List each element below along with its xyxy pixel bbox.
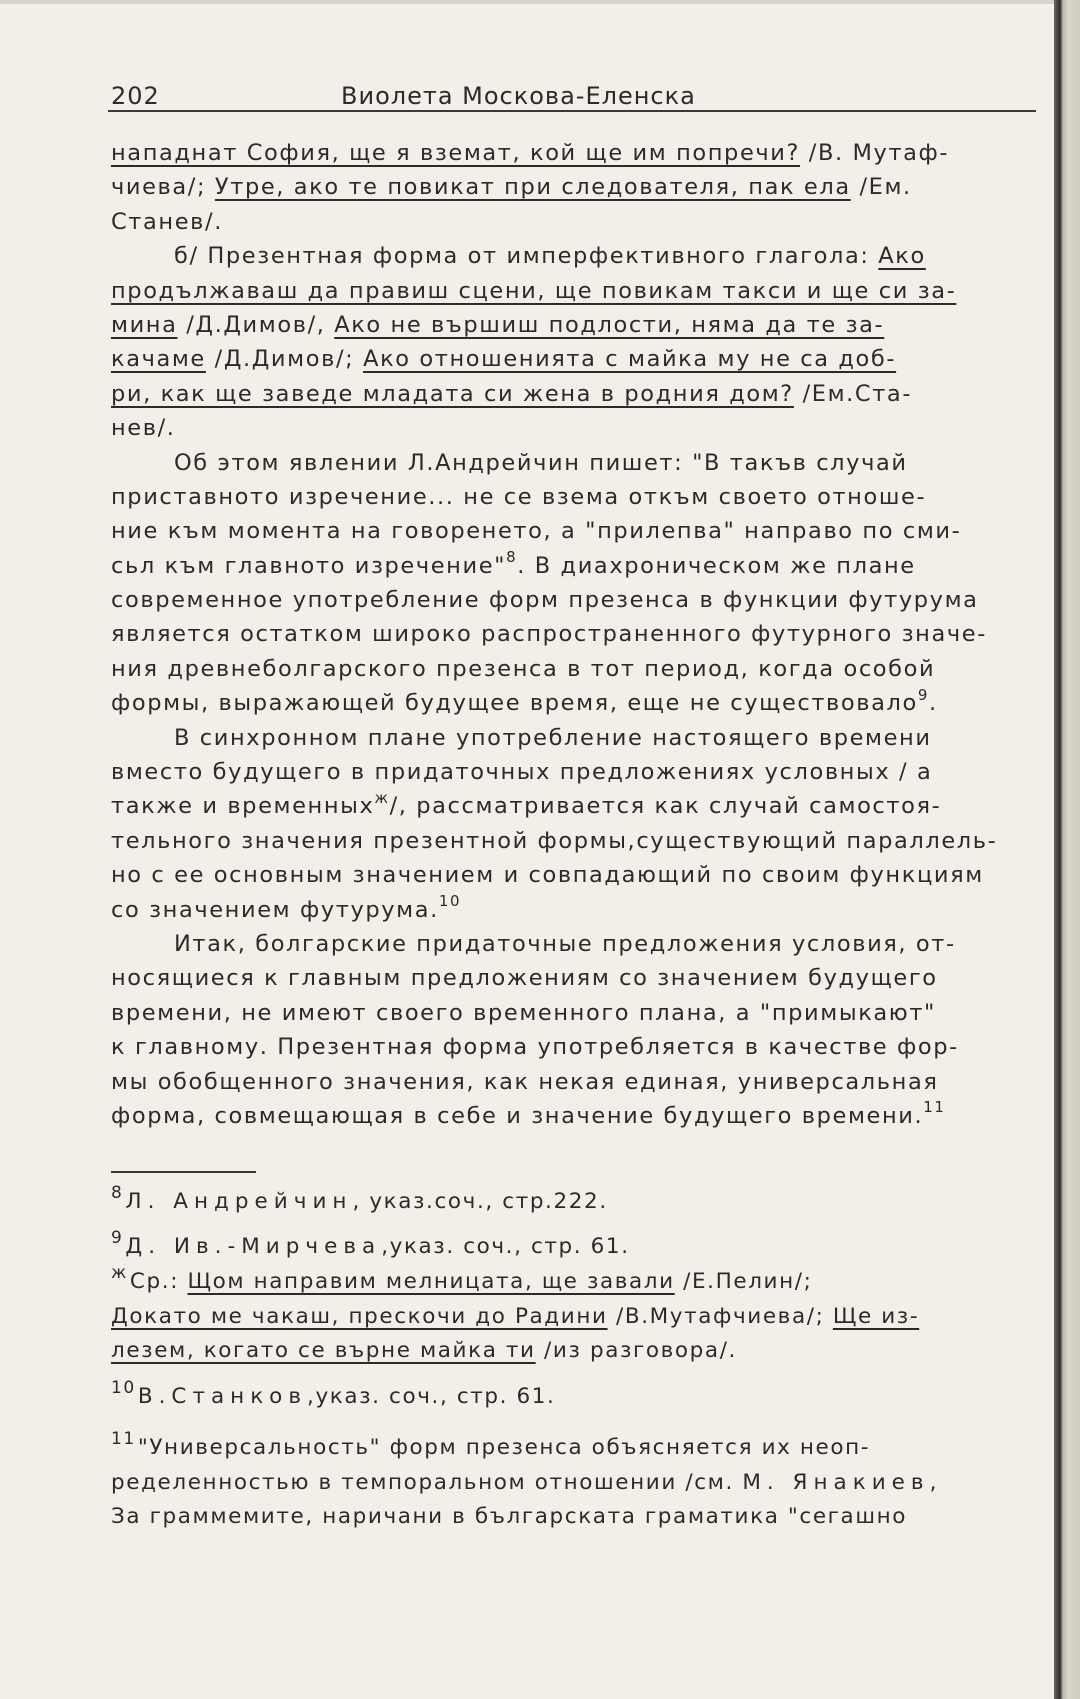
text-line (111, 893, 1057, 927)
paragraph-text: также и временных (111, 793, 375, 820)
text-line (111, 549, 1057, 583)
binding-edge (1054, 0, 1080, 1699)
page-number: 202 (111, 82, 160, 110)
body-text (111, 136, 1057, 1133)
footnote-ref: ж (374, 788, 390, 807)
footnote-star-cont (111, 1334, 1057, 1368)
footnote-ref: 11 (923, 1098, 946, 1117)
example-sentence: мина (111, 311, 178, 338)
text-line (111, 274, 1057, 308)
footnotes (111, 1185, 1057, 1534)
citation: /Д.Димов/, (177, 311, 335, 338)
footnote-11 (111, 1431, 1057, 1466)
paragraph-text: /, рассматривается как случай самостоя- (389, 793, 942, 820)
text-line (111, 377, 1057, 411)
text-line: мы обобщенного значения, как некая единая, универсальная (111, 1068, 939, 1095)
example-sentence: Докато ме чакаш, прескочи до Радини (111, 1304, 608, 1329)
example-sentence: Ще из- (832, 1304, 920, 1329)
footnote-11-cont (111, 1466, 1057, 1500)
example-sentence: Щом направим мелницата, ще завали (187, 1269, 675, 1294)
footnote-10 (111, 1380, 1057, 1415)
citation: /из разговора/. (535, 1338, 737, 1363)
paragraph-text: . (929, 690, 938, 717)
footnote-separator (111, 1171, 256, 1173)
text-line: является остатком широко распространенного футурного значе- (111, 621, 987, 648)
citation: /Ем.Ста- (793, 380, 913, 407)
text-line (111, 136, 1057, 170)
text-line: к главному. Презентная форма употребляется в качестве фор- (111, 1034, 959, 1061)
footnote-text: , (929, 1470, 939, 1495)
paragraph-text: Итак, болгарские придаточные предложения условия, от- (174, 930, 956, 957)
text-line: вместо будущего в придаточных предложениях условных / а (111, 759, 933, 786)
footnote-author: Л. Андрейчин (125, 1189, 353, 1214)
citation: /Ем. (850, 174, 912, 201)
footnote-marker: ж (111, 1263, 128, 1283)
footnote-text: , указ.соч., стр.222. (352, 1189, 608, 1214)
footnote-star-cont (111, 1300, 1057, 1334)
paragraph-text: б/ Презентная форма от имперфективного глагола: (174, 243, 879, 270)
example-sentence: нападнат София, ще я вземат, кой ще им попречи? (111, 140, 801, 166)
text-line (111, 789, 1057, 823)
footnote-ref: 10 (438, 892, 462, 911)
footnote-9 (111, 1230, 1057, 1265)
citation: чиева/; (111, 174, 215, 201)
example-sentence: лезем, когато се върне майка ти (111, 1338, 536, 1363)
text-line (111, 342, 1057, 376)
text-line (111, 686, 1057, 720)
citation: /Е.Пелин/; (674, 1269, 813, 1294)
text-line: времени, не имеют своего временного плана, а "примыкают" (111, 999, 936, 1026)
citation: /Д.Димов/; (205, 346, 364, 373)
top-border (0, 0, 1054, 4)
footnote-author: Д. Ив.-Мирчева (125, 1234, 382, 1259)
text-line (111, 721, 1057, 755)
footnote-text: ,указ. соч., стр. 61. (307, 1384, 556, 1409)
paragraph-text: . В диахроническом же плане (517, 552, 916, 579)
text-line (111, 446, 1057, 480)
footnote-text: "Универсальность" форм презенса объясняется их неоп- (137, 1435, 871, 1460)
footnote-ref: 9 (917, 685, 930, 704)
citation: /В.Мутафчиева/; (607, 1304, 833, 1329)
footnote-marker: 11 (111, 1429, 136, 1449)
footnote-text: ,указ. соч., стр. 61. (381, 1234, 630, 1259)
example-sentence: Ако не вършиш подлости, няма да те за- (334, 311, 885, 338)
footnote-text: Ср.: (129, 1269, 188, 1294)
paragraph-text: Об этом явлении Л.Андрейчин пишет: "В такъв случай (174, 449, 908, 476)
paragraph-text: формы, выражающей будущее время, еще не существовало (111, 690, 918, 717)
text-line: нев/. (111, 415, 176, 442)
text-line (111, 308, 1057, 342)
footnote-marker: 9 (111, 1228, 124, 1248)
example-sentence: Утре, ако те повикат при следователя, пак ела (214, 174, 851, 201)
text-line: современное употребление форм презенса в функции футурума (111, 587, 979, 614)
example-sentence: Ако (878, 243, 926, 270)
example-sentence: продължаваш да правиш сцени, ще повикам такси и ще си за- (111, 277, 957, 304)
example-sentence: Ако отношенията с майка му не са доб- (363, 346, 897, 373)
text-line (111, 927, 1057, 961)
footnote-author: М. Янакиев (742, 1470, 930, 1495)
paragraph-text: со значением футурума. (111, 896, 439, 923)
text-line (111, 170, 1057, 204)
footnote-star (111, 1265, 1057, 1300)
paragraph-text: форма, совмещающая в себе и значение будущего времени. (111, 1102, 924, 1129)
footnote-8 (111, 1185, 1057, 1220)
footnote-ref: 8 (506, 548, 518, 567)
running-header (108, 80, 1036, 114)
text-line: ние към момента на говоренето, а "прилепва" направо по сми- (111, 518, 962, 545)
header-rule (108, 110, 1036, 112)
text-line: носящиеся к главным предложениям со значением будущего (111, 965, 938, 992)
text-line: но с ее основным значением и совпадающий по своим функциям (111, 862, 984, 889)
citation: /В. Мутаф- (800, 140, 950, 166)
text-line (111, 1099, 1057, 1133)
paragraph-text: сьл към главното изречение" (111, 552, 507, 579)
footnote-text: ределенностью в темпоральном отношении /см. (111, 1470, 743, 1495)
text-line: ния древнеболгарского презенса в тот период, когда особой (111, 655, 936, 682)
footnote-11-cont: За граммемите, наричани в българската граматика "сегашно (111, 1504, 908, 1529)
text-line: Станев/. (111, 208, 223, 235)
footnote-author: В.Станков (137, 1384, 308, 1409)
footnote-marker: 8 (111, 1183, 124, 1203)
example-sentence: ри, как ще заведе младата си жена в родния дом? (111, 380, 794, 407)
running-head-author: Виолета Москова-Еленска (341, 82, 696, 110)
text-line: тельного значения презентной формы,существующий параллель- (111, 827, 998, 854)
text-line (111, 239, 1057, 273)
example-sentence: качаме (111, 346, 206, 373)
paragraph-text: В синхронном плане употребление настоящего времени (174, 724, 932, 751)
text-line: приставното изречение... не се взема откъм своето отноше- (111, 483, 927, 510)
footnote-marker: 10 (111, 1378, 136, 1398)
